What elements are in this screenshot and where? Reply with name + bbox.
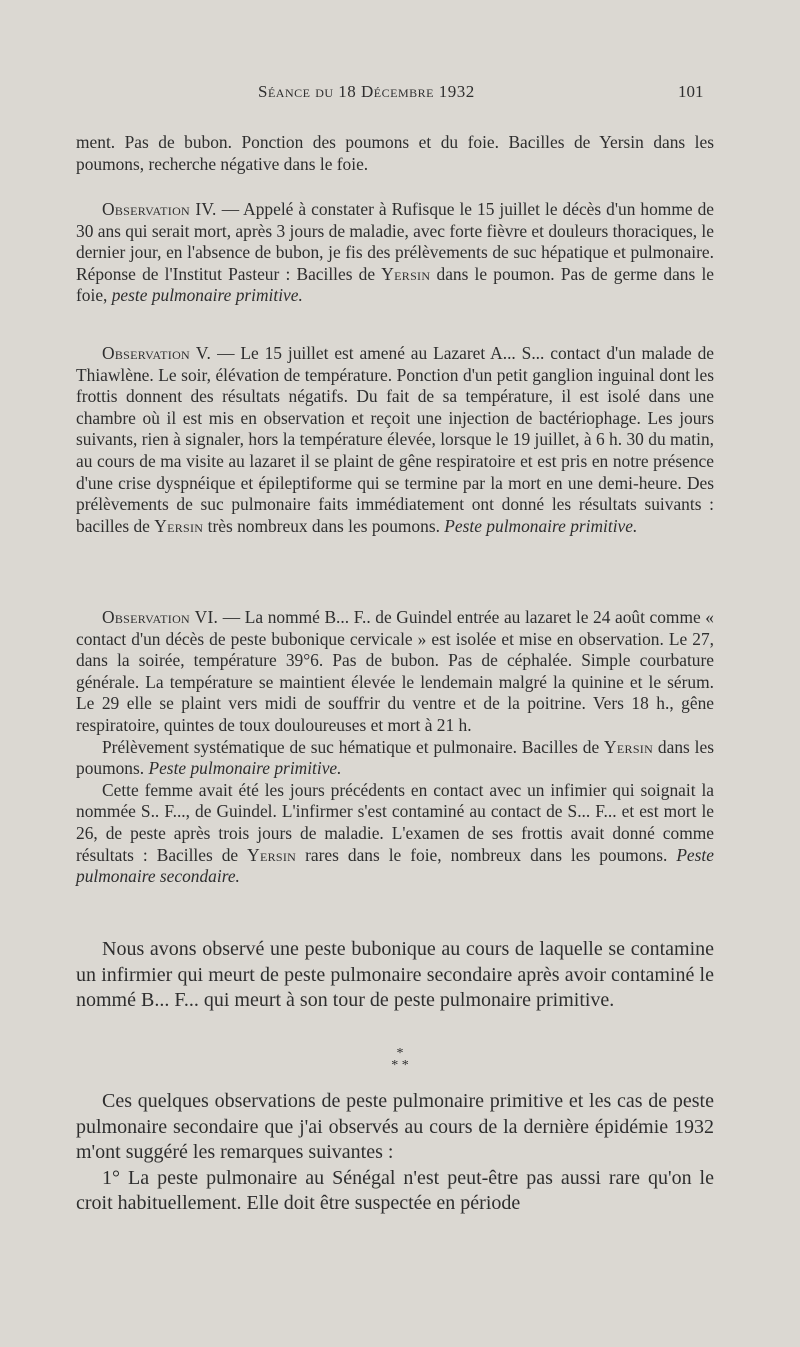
observation-6-paragraph-3 <box>76 780 714 888</box>
summary-section <box>76 937 714 1014</box>
observation-6-paragraph-1 <box>76 607 714 737</box>
observation-6-text: — La nommé B... F.. de Guindel entrée au lazaret le 24 août comme « contact d'un décès de peste bubonique cervicale » est isolée et mise en observation. Le 27, dans la soirée, température 39°6. Pas de bubon. Pas de céphalée. Simple courbature générale. La température se maintient élevée le lendemain malgré la quinine et le sérum. Le 29 elle se plaint vers midi de souffrir du ventre et de la poitrine. Vers 18 h., gêne respiratoire, quintes de toux douloureuses et mort à 21 h. <box>76 607 714 735</box>
section-separator <box>380 1048 420 1072</box>
remarks-paragraph-1: Ces quelques observations de peste pulmonaire primitive et les cas de peste pulmonaire secondaire que j'ai observés au cours de la dernière épidémie 1932 m'ont suggéré les remarques suivantes : <box>76 1090 714 1163</box>
summary-paragraph: Nous avons observé une peste bubonique au cours de laquelle se contamine un infirmier qui meurt de peste pulmonaire secondaire après avoir contaminé le nommé B... F... qui meurt à son tour de peste pulmonaire primitive. <box>76 938 714 1011</box>
observation-6-p3-name: Yersin <box>247 844 297 865</box>
page-number: 101 <box>678 82 704 101</box>
observation-4-text: — Appelé à constater à Rufisque le 15 juillet le décès d'un homme de 30 ans qui serait mort, après 3 jours de maladie, avec forte fièvre et douleurs thoraciques, le dernier jour, en l'absence de bubon, je fis des prélèvements de suc hépatique et pulmonaire. Réponse de l'Institut Pasteur : Bacilles de <box>76 199 715 284</box>
separator-stars-bottom: * * <box>391 1058 409 1073</box>
observation-5-text: — Le 15 juillet est amené au Lazaret A... S... contact d'un malade de Thiawlène. Le soir, élévation de température. Ponction d'un petit ganglion inguinal dont les frottis donnent des résultats négatifs. Du fait de sa température, il est isolé dans une chambre où il est mis en observation et reçoit une injection de bactériophage. Les jours suivants, rien à signaler, hors la température élevée, lorsque le 19 juillet, à 6 h. 30 du matin, au cours de ma visite au lazaret il se plaint de gêne respiratoire et est pris en notre présence d'une crise dyspnéique et épileptiforme qui se termine par la mort en une demi-heure. Des prélèvements de suc pulmonaire faits immédiatement ont donné les résultats suivants : bacilles de <box>76 343 714 536</box>
observation-4-text-after: dans le poumon. Pas de germe dans le foie, <box>76 263 714 306</box>
observation-5 <box>76 343 714 537</box>
observation-6 <box>76 607 714 888</box>
observation-4-paragraph <box>76 199 714 307</box>
observation-6-p2-text-after: dans les poumons. <box>76 736 714 779</box>
remarks-paragraph-2: 1° La peste pulmonaire au Sénégal n'est peut-être pas aussi rare qu'on le croit habituellement. Elle doit être suspectée en période <box>76 1166 714 1214</box>
observation-5-text-after: très nombreux dans les poumons. <box>203 515 445 536</box>
running-head <box>0 82 800 106</box>
observation-4-heading: Observation IV. <box>102 199 217 219</box>
observation-4-name: Yersin <box>381 263 431 284</box>
separator-star-top: * <box>396 1046 404 1061</box>
observation-6-p3-text: Cette femme avait été les jours précédents en contact avec un infimier qui soignait la nommée S.. F..., de Guindel. L'infirmer s'est contaminé au contact de S... F... et est mort le 26, de peste après trois jours de maladie. L'examen de ses frottis avait donné comme résultats : Bacilles de <box>76 779 714 865</box>
observation-6-p2-name: Yersin <box>604 736 654 757</box>
observation-6-p3-diagnosis: Peste pulmonaire secondaire. <box>76 844 714 887</box>
observation-6-heading: Observation VI. <box>102 607 219 627</box>
running-title: Séance du 18 Décembre 1932 <box>258 82 475 101</box>
continuation-text: ment. Pas de bubon. Ponction des poumons et du foie. Bacilles de Yersin dans les poumons, recherche négative dans le foie. <box>76 132 714 174</box>
remarks-section <box>76 1089 714 1217</box>
observation-5-name: Yersin <box>154 515 204 536</box>
observation-6-p2-text: Prélèvement systématique de suc hématique et pulmonaire. Bacilles de <box>102 736 605 757</box>
observation-5-heading: Observation V. <box>102 343 212 363</box>
observation-4 <box>76 199 714 307</box>
observation-5-diagnosis: Peste pulmonaire primitive. <box>444 515 638 536</box>
observation-5-paragraph <box>76 343 714 537</box>
observation-6-paragraph-2 <box>76 737 714 780</box>
continuation-paragraph <box>76 132 714 175</box>
observation-4-diagnosis: peste pulmonaire primitive. <box>111 285 303 306</box>
observation-6-p2-diagnosis: Peste pulmonaire primitive. <box>148 758 342 779</box>
observation-6-p3-text-after: rares dans le foie, nombreux dans les poumons. <box>296 844 677 865</box>
